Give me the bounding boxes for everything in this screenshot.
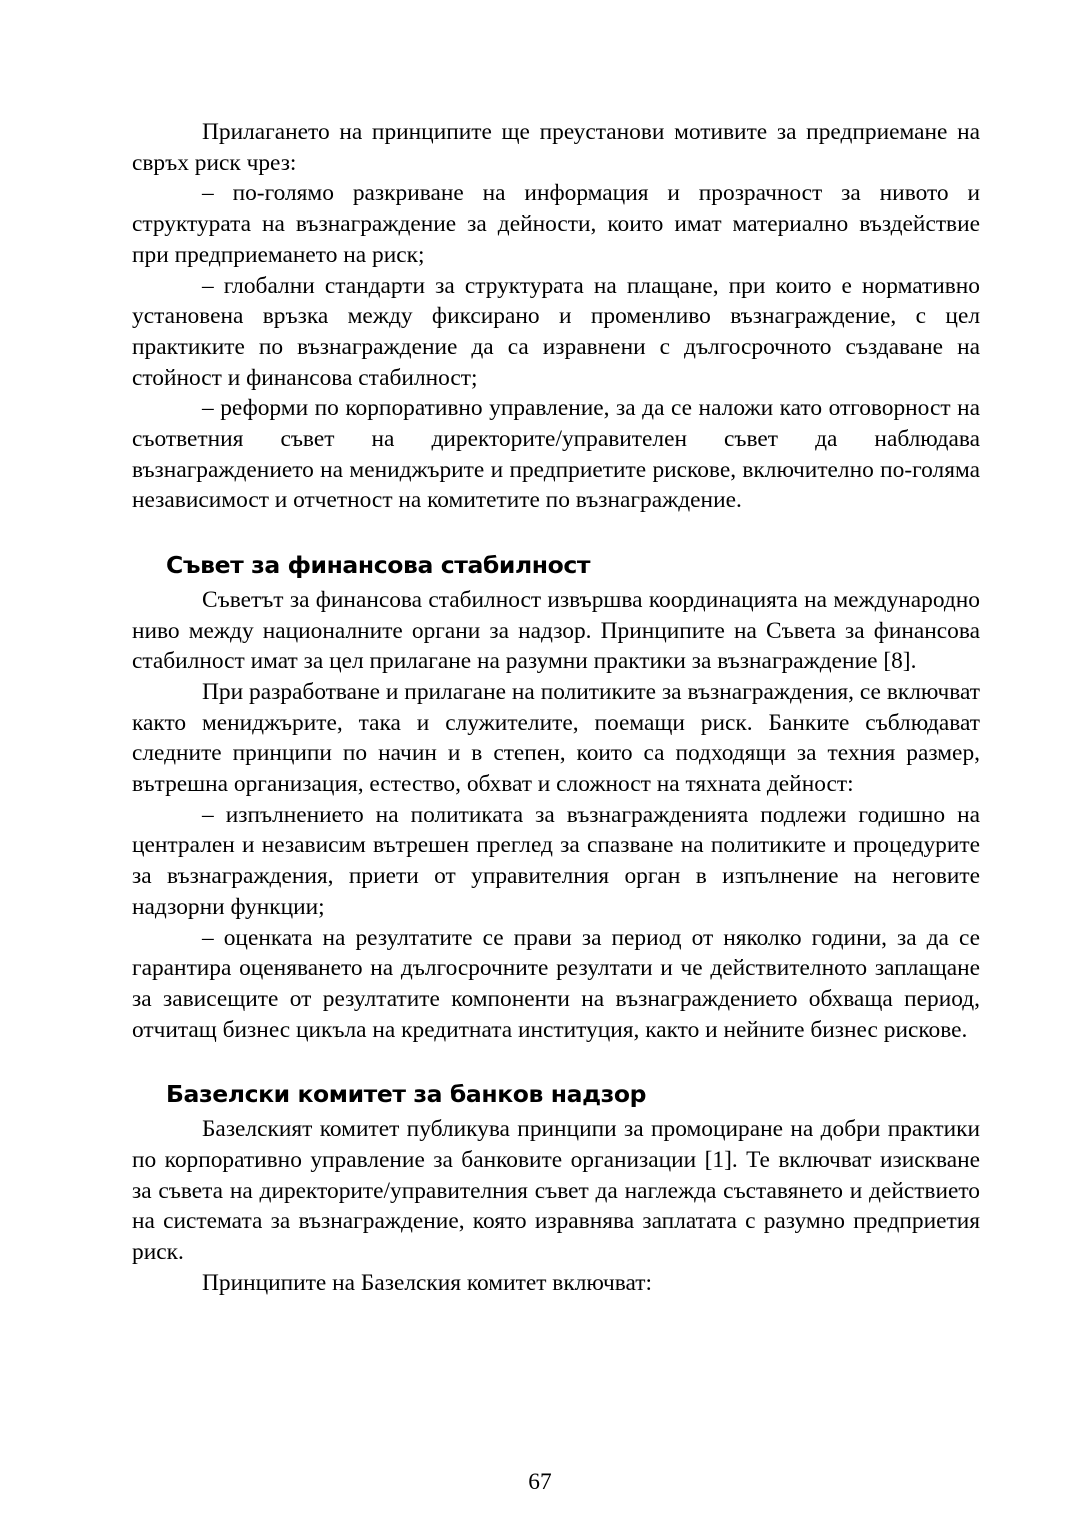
page-number: 67 bbox=[528, 1469, 552, 1495]
section-intro bbox=[132, 117, 980, 516]
paragraph: При разработване и прилагане на политиките за възнаграждения, се включват както мениджърите, така и служителите, поемащи риск. Банките съблюдават следните принципи по начин и в степен, които са подходящи за техния размер, вътрешна организация, естество, обхват и сложност на тяхната дейност: bbox=[132, 678, 980, 798]
paragraph: – глобални стандарти за структурата на плащане, при които е нормативно установена връзка между фиксирано и променливо възнаграждение, с цел практиките по възнаграждение да са изравнени с дългосрочното създаване на стойност и финансова стабилност; bbox=[132, 272, 980, 391]
paragraph: – оценката на резултатите се прави за период от няколко години, за да се гарантира оценяването на дългосрочните резултати и че действителното заплащане за зависещите от резултатите компоненти на възнаграждението обхваща период, отчитащ бизнес цикъла на кредитната институция, както и нейните бизнес рискове. bbox=[132, 924, 980, 1043]
paragraph: Базелският комитет публикува принципи за промоциране на добри практики по корпоративно управление за банковите организации [1]. Те включват изискване за съвета на директорите/управителния съвет да наглежда съставянето и действието на системата за възнаграждение, която изравнява заплатата с разумно предприетия риск. bbox=[132, 1116, 980, 1265]
paragraph: Прилагането на принципите ще преустанови мотивите за предприемане на свръх риск чрез: bbox=[132, 119, 980, 176]
paragraph: Съветът за финансова стабилност извършва координацията на международно ниво между националните органи за надзор. Принципите на Съвета за финансова стабилност имат за цел прилагане на разумни практики за възнаграждение [8]. bbox=[132, 586, 980, 675]
section-heading: Базелски комитет за банков надзор bbox=[166, 1080, 647, 1109]
section-financial-stability-board bbox=[132, 550, 980, 1045]
section-basel-committee bbox=[132, 1079, 980, 1298]
document-page bbox=[132, 117, 980, 1298]
paragraph: Принципите на Базелския комитет включват: bbox=[202, 1269, 652, 1296]
paragraph: – реформи по корпоративно управление, за да се наложи като отговорност на съответния съвет на директорите/управителен съвет да наблюдава възнаграждението на мениджърите и предприетите рискове, включително по-голяма независимост и отчетност на комитетите по възнаграждение. bbox=[132, 395, 980, 514]
section-heading: Съвет за финансова стабилност bbox=[166, 551, 591, 580]
paragraph: – по-голямо разкриване на информация и прозрачност за нивото и структурата на възнаграждение за дейности, които имат материално въздействие при предприемането на риск; bbox=[132, 180, 980, 268]
paragraph: – изпълнението на политиката за възнагражденията подлежи годишно на централен и независим вътрешен преглед за спазване на политиките и процедурите за възнаграждения, приети от управителния орган в изпълнение на неговите надзорни функции; bbox=[132, 801, 980, 920]
